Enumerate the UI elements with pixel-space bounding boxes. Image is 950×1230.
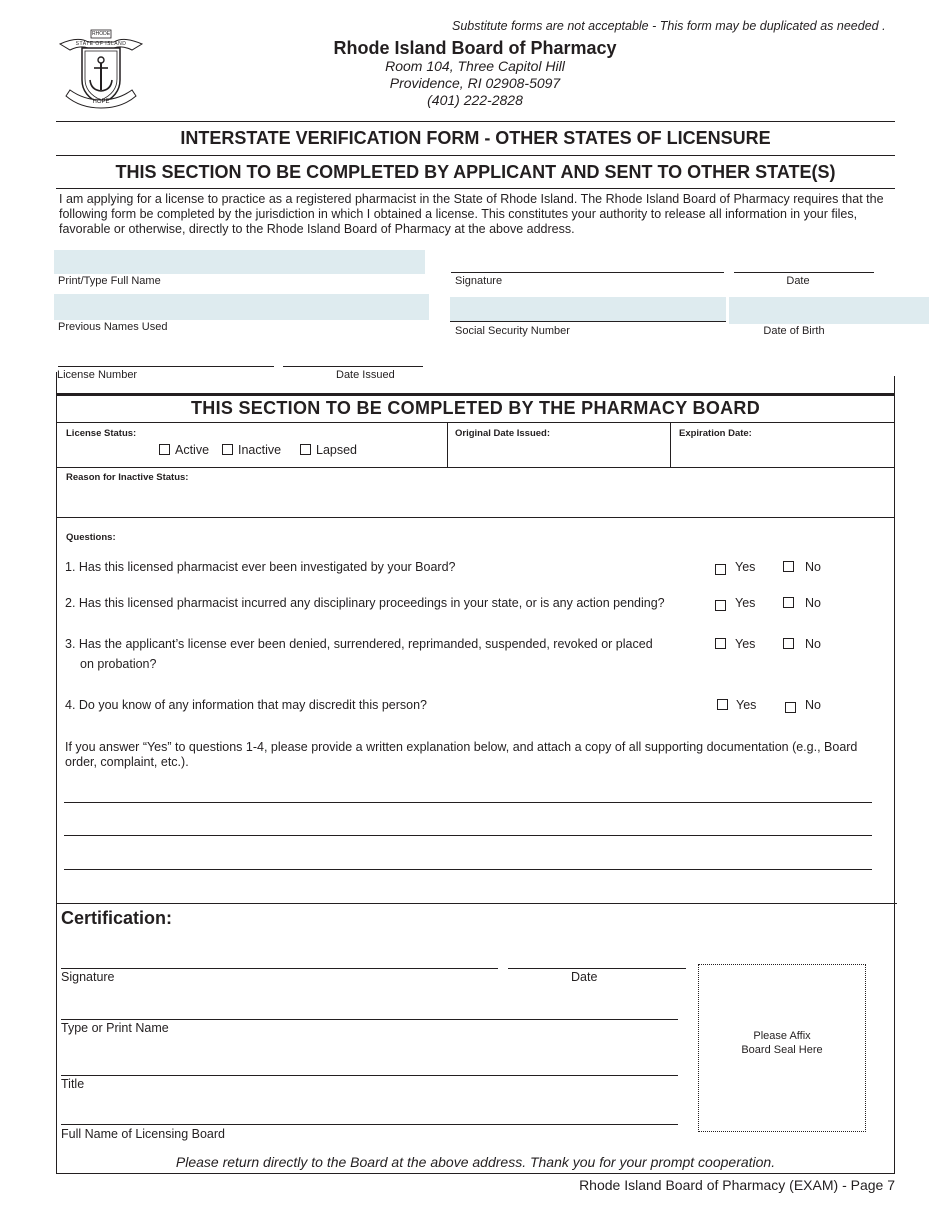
status-option-inactive[interactable]	[222, 443, 281, 457]
active-label: Active	[175, 443, 210, 457]
board-title-divider	[56, 422, 895, 423]
explanation-line-1[interactable]	[64, 802, 872, 803]
board-box-bottom-border	[56, 1173, 895, 1174]
cert-name-label: Type or Print Name	[61, 1021, 169, 1035]
ssn-line	[450, 321, 726, 322]
q2-yes-option[interactable]	[715, 596, 755, 611]
previous-names-field[interactable]	[54, 294, 429, 320]
active-checkbox[interactable]	[159, 444, 170, 455]
certification-heading: Certification:	[61, 908, 173, 928]
date-label: Date	[786, 275, 810, 287]
board-section-title: THIS SECTION TO BE COMPLETED BY THE PHARMACY BOARD	[190, 398, 761, 418]
signature-label: Signature	[455, 275, 503, 287]
q1-yes-option[interactable]	[715, 560, 755, 575]
q1-yes-label: Yes	[735, 560, 756, 574]
reason-inactive-label: Reason for Inactive Status:	[66, 472, 189, 483]
q1-no-checkbox[interactable]	[783, 561, 794, 572]
state-seal	[58, 28, 144, 112]
original-date-label: Original Date Issued:	[455, 428, 551, 439]
seal-instruction-line-1: Please Affix	[753, 1030, 811, 1042]
seal-instruction-line-2: Board Seal Here	[741, 1044, 823, 1056]
board-name: Rhode Island Board of Pharmacy	[333, 38, 617, 58]
address-line-1: Room 104, Three Capitol Hill	[385, 58, 565, 74]
cert-title-label: Title	[61, 1077, 85, 1091]
reason-row-divider	[56, 517, 895, 518]
q4-no-label: No	[805, 698, 821, 712]
board-section-top-rule	[56, 393, 895, 396]
lapsed-label: Lapsed	[316, 443, 358, 457]
return-note: Please return directly to the Board at the above address. Thank you for your prompt cooperation.	[175, 1154, 776, 1170]
q4-yes-label: Yes	[736, 698, 757, 712]
title-divider	[56, 155, 895, 156]
ssn-label: Social Security Number	[455, 325, 570, 337]
q3-no-checkbox[interactable]	[783, 638, 794, 649]
q2-yes-label: Yes	[735, 596, 756, 610]
q3-no-option[interactable]	[783, 637, 821, 651]
cert-board-line[interactable]	[61, 1124, 678, 1125]
q1-no-label: No	[805, 560, 821, 574]
board-box-left-border	[56, 372, 57, 1174]
q2-no-checkbox[interactable]	[783, 597, 794, 608]
status-option-lapsed[interactable]	[300, 443, 357, 457]
form-title: INTERSTATE VERIFICATION FORM - OTHER STATES OF LICENSURE	[180, 128, 771, 148]
address-line-2: Providence, RI 02908-5097	[389, 75, 561, 91]
cert-title-line[interactable]	[61, 1075, 678, 1076]
cert-date-label: Date	[571, 970, 598, 984]
q1-yes-checkbox[interactable]	[715, 564, 726, 575]
q3-no-label: No	[805, 637, 821, 651]
expiration-date-label: Expiration Date:	[679, 428, 752, 439]
q2-no-option[interactable]	[783, 596, 821, 610]
seal-top-text: RHODE	[91, 31, 111, 37]
board-seal-box	[698, 964, 866, 1132]
question-1: 1. Has this licensed pharmacist ever been investigated by your Board?	[65, 560, 456, 574]
license-status-label: License Status:	[66, 428, 137, 439]
applicant-section-title: THIS SECTION TO BE COMPLETED BY APPLICANT AND SENT TO OTHER STATE(S)	[115, 162, 836, 182]
phone-number: (401) 222-2828	[427, 92, 523, 108]
seal-band-text: STATE OF ISLAND	[75, 41, 127, 47]
q3-yes-option[interactable]	[715, 637, 755, 651]
full-name-field[interactable]	[54, 250, 425, 274]
q3-yes-checkbox[interactable]	[715, 638, 726, 649]
date-issued-label: Date Issued	[336, 369, 395, 381]
inactive-label: Inactive	[238, 443, 282, 457]
license-number-line[interactable]	[58, 366, 274, 367]
previous-names-label: Previous Names Used	[58, 321, 168, 333]
explanation-line-2[interactable]	[64, 835, 872, 836]
q4-no-option[interactable]	[785, 698, 821, 713]
q2-no-label: No	[805, 596, 821, 610]
lapsed-checkbox[interactable]	[300, 444, 311, 455]
full-name-label: Print/Type Full Name	[58, 275, 161, 287]
q3-yes-label: Yes	[735, 637, 756, 651]
explanation-line-3[interactable]	[64, 869, 872, 870]
dob-label: Date of Birth	[763, 325, 825, 337]
date-line[interactable]	[734, 272, 874, 273]
question-2: 2. Has this licensed pharmacist incurred any disciplinary proceedings in your state, or is any action pending?	[65, 596, 665, 610]
applicant-section-divider	[56, 188, 895, 189]
status-row-divider	[56, 467, 895, 468]
cert-date-line[interactable]	[508, 968, 686, 969]
status-column-divider-1	[447, 422, 448, 467]
board-box-right-border	[894, 376, 895, 1174]
question-4: 4. Do you know of any information that may discredit this person?	[65, 698, 427, 712]
q2-yes-checkbox[interactable]	[715, 600, 726, 611]
q1-no-option[interactable]	[783, 560, 821, 574]
cert-name-line[interactable]	[61, 1019, 678, 1020]
question-3-continued: on probation?	[80, 657, 157, 671]
cert-board-label: Full Name of Licensing Board	[61, 1127, 225, 1141]
page-label: Rhode Island Board of Pharmacy (EXAM) - Page 7	[579, 1177, 895, 1193]
duplication-notice: Substitute forms are not acceptable - This form may be duplicated as needed .	[452, 19, 886, 33]
questions-label: Questions:	[66, 532, 116, 543]
explanation-instructions: If you answer “Yes” to questions 1-4, please provide a written explanation below, and attach a copy of all supporting documentation (e.g., Board order, complaint, etc.).	[65, 740, 858, 769]
certification-divider	[56, 903, 897, 904]
q4-no-checkbox[interactable]	[785, 702, 796, 713]
license-number-label: License Number	[57, 369, 138, 381]
date-issued-line[interactable]	[283, 366, 423, 367]
status-option-active[interactable]	[159, 443, 209, 457]
q4-yes-checkbox[interactable]	[717, 699, 728, 710]
ssn-field[interactable]	[450, 297, 726, 322]
q4-yes-option[interactable]	[717, 698, 756, 712]
dob-field[interactable]	[729, 297, 929, 324]
question-3: 3. Has the applicant’s license ever been denied, surrendered, reprimanded, suspended, revoked or placed	[65, 637, 653, 651]
cert-signature-label: Signature	[61, 970, 115, 984]
inactive-checkbox[interactable]	[222, 444, 233, 455]
seal-bottom-text: HOPE	[92, 99, 110, 105]
intro-paragraph: I am applying for a license to practice as a registered pharmacist in the State of Rhode Island. The Rhode Island Board of Pharmacy requires that the following form be completed by the jurisdiction in which I obtained a license. This constitutes your authority to release all information in your files, favorable or otherwise, directly to the Rhode Island Board of Pharmacy at the above address.	[59, 192, 884, 236]
header-divider	[56, 121, 895, 122]
signature-line[interactable]	[451, 272, 724, 273]
cert-signature-line[interactable]	[61, 968, 498, 969]
status-column-divider-2	[670, 422, 671, 467]
